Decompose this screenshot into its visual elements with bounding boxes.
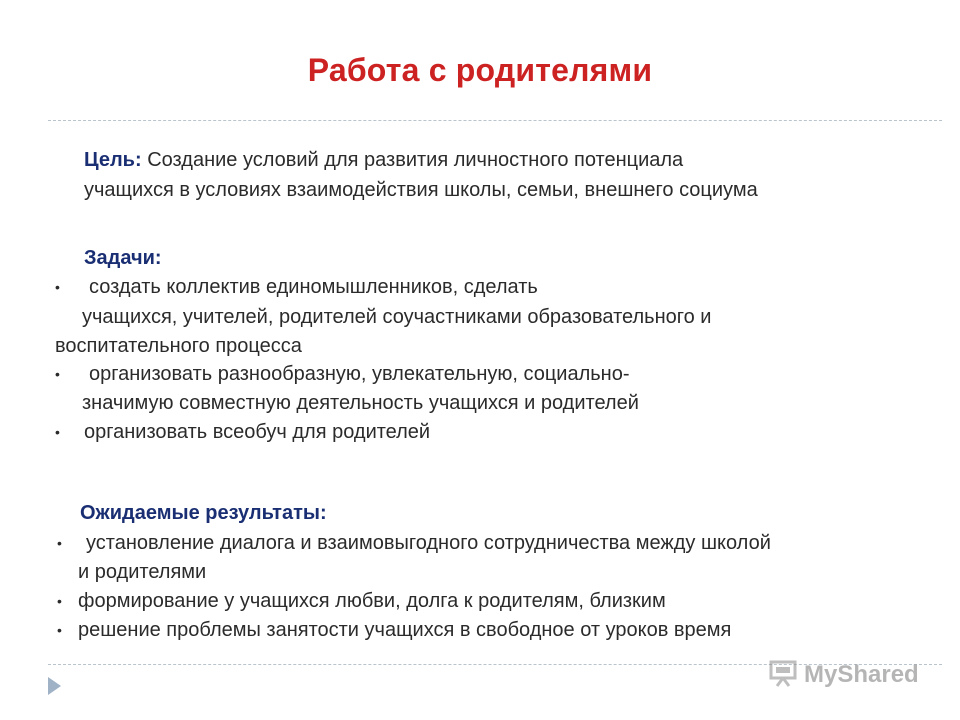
tasks-item-3-line-1: организовать всеобуч для родителей	[84, 421, 431, 443]
tasks-item-1-line-1: создать коллектив единомышленников, сделать	[89, 276, 538, 298]
slide-title: Работа с родителями	[307, 52, 653, 88]
goal-line-1	[84, 148, 683, 172]
tasks-bullet-1: •	[55, 279, 60, 295]
top-divider	[48, 120, 942, 121]
results-item-3-line-1: решение проблемы занятости учащихся в свободное от уроков время	[78, 619, 732, 641]
results-bullet-1: •	[57, 535, 62, 551]
tasks-item-2-line-1: организовать разнообразную, увлекательную, социально-	[89, 363, 630, 385]
results-item-1-line-2: и родителями	[78, 561, 207, 583]
presentation-board-icon	[768, 658, 798, 693]
tasks-label: Задачи:	[84, 247, 162, 269]
goal-text-1: Создание условий для развития личностного потенциала	[147, 149, 684, 171]
watermark	[768, 658, 919, 692]
results-label: Ожидаемые результаты:	[80, 502, 327, 524]
tasks-bullet-2: •	[55, 366, 60, 382]
tasks-item-2-line-2: значимую совместную деятельность учащихся и родителей	[82, 392, 639, 414]
tasks-bullet-3: •	[55, 424, 60, 440]
results-item-1-line-1: установление диалога и взаимовыгодного сотрудничества между школой	[86, 532, 771, 554]
results-bullet-2: •	[57, 593, 62, 609]
results-item-2-line-1: формирование у учащихся любви, долга к родителям, близким	[78, 590, 666, 612]
watermark-text: MyShared	[804, 661, 919, 688]
goal-label: Цель:	[84, 149, 142, 171]
results-bullet-3: •	[57, 622, 62, 638]
tasks-item-1-line-2: учащихся, учителей, родителей соучастниками образовательного и	[82, 306, 712, 328]
tasks-item-1-line-3: воспитательного процесса	[55, 335, 302, 357]
goal-line-2: учащихся в условиях взаимодействия школы, семьи, внешнего социума	[84, 179, 758, 201]
next-slide-arrow-icon[interactable]	[48, 677, 61, 695]
